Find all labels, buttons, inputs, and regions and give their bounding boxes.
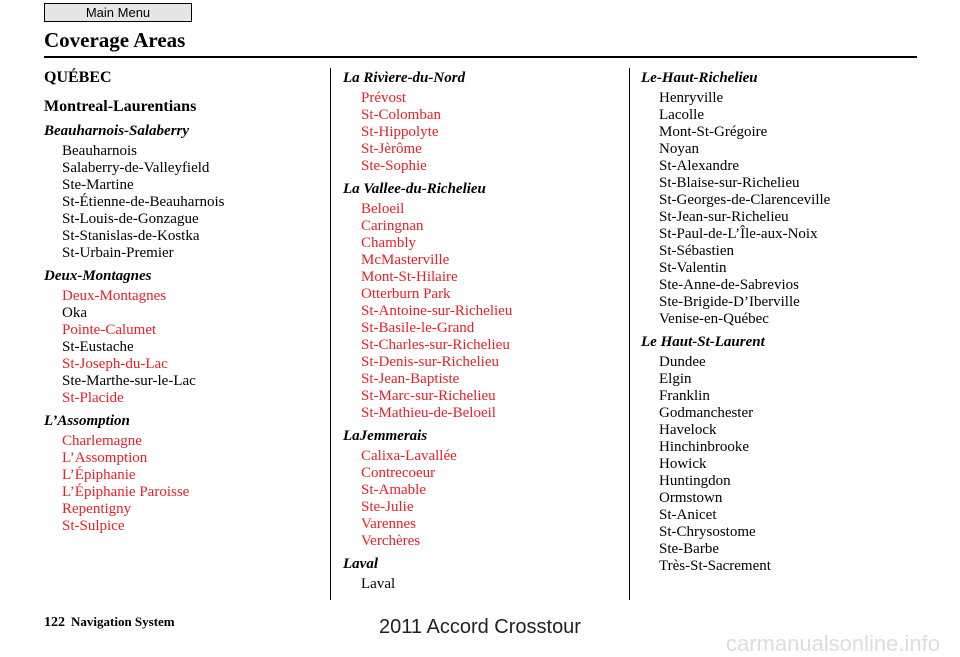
town-item: St-Eustache <box>62 339 134 355</box>
town-item: Oka <box>62 305 87 321</box>
subregion-heading: Le Haut-St-Laurent <box>641 334 765 350</box>
town-item: Dundee <box>659 354 706 370</box>
town-list <box>62 288 324 407</box>
town-item: Franklin <box>659 388 710 404</box>
town-list <box>361 90 623 175</box>
watermark-site: carmanualsonline.info <box>725 631 940 656</box>
subregion-heading: La Vallee-du-Richelieu <box>343 181 486 197</box>
town-item: St-Louis-de-Gonzague <box>62 211 199 227</box>
group-list <box>343 68 623 593</box>
town-item: Varennes <box>361 516 416 532</box>
town-item: St-Sulpice <box>62 518 125 534</box>
town-item: St-Jean-sur-Richelieu <box>659 209 789 225</box>
town-list <box>361 576 623 593</box>
town-item: St-Urbain-Premier <box>62 245 174 261</box>
town-list <box>659 90 921 328</box>
town-item: St-Stanislas-de-Kostka <box>62 228 200 244</box>
town-item: Mont-St-Hilaire <box>361 269 458 285</box>
town-item: Ste-Brigide-D’Iberville <box>659 294 800 310</box>
title-divider <box>44 56 917 58</box>
town-item: St-Étienne-de-Beauharnois <box>62 194 225 210</box>
town-item: Ste-Julie <box>361 499 414 515</box>
town-item: Repentigny <box>62 501 132 517</box>
town-item: Deux-Montagnes <box>62 288 167 304</box>
town-item: Calixa-Lavallée <box>361 448 457 464</box>
town-item: Elgin <box>659 371 692 387</box>
subregion-heading: L’Assomption <box>44 413 130 429</box>
page-title: Coverage Areas <box>44 28 186 52</box>
town-item: Godmanchester <box>659 405 754 421</box>
town-item: St-Chrysostome <box>659 524 756 540</box>
town-item: Havelock <box>659 422 717 438</box>
town-item: Verchères <box>361 533 421 549</box>
subregion-heading: Deux-Montagnes <box>44 268 152 284</box>
group-list <box>641 68 921 575</box>
subregion-heading: La Rivìere-du-Nord <box>343 70 466 86</box>
town-item: L’Épiphanie <box>62 467 136 483</box>
column-2 <box>343 68 623 595</box>
town-item: Ormstown <box>659 490 723 506</box>
town-item: Salaberry-de-Valleyfield <box>62 160 210 176</box>
group-list <box>44 121 324 535</box>
town-item: L’Épiphanie Paroisse <box>62 484 190 500</box>
town-item: St-Joseph-du-Lac <box>62 356 168 372</box>
town-item: Otterburn Park <box>361 286 451 302</box>
subregion-heading: Le-Haut-Richelieu <box>641 70 758 86</box>
town-item: St-Blaise-sur-Richelieu <box>659 175 800 191</box>
town-item: St-Antoine-sur-Richelieu <box>361 303 513 319</box>
subregion-heading: Beauharnois-Salaberry <box>44 123 190 139</box>
town-item: Howick <box>659 456 707 472</box>
town-item: Huntingdon <box>659 473 731 489</box>
town-item: McMasterville <box>361 252 450 268</box>
main-menu-button[interactable]: Main Menu <box>44 3 192 22</box>
column-3 <box>641 68 921 577</box>
town-item: Ste-Barbe <box>659 541 719 557</box>
column-1 <box>44 68 324 537</box>
town-item: St-Hippolyte <box>361 124 439 140</box>
town-item: St-Placide <box>62 390 124 406</box>
town-item: Beauharnois <box>62 143 137 159</box>
town-list <box>361 448 623 550</box>
town-item: Beloeil <box>361 201 405 217</box>
town-item: Très-St-Sacrement <box>659 558 771 574</box>
town-item: Noyan <box>659 141 699 157</box>
town-item: Charlemagne <box>62 433 142 449</box>
town-item: Mont-St-Grégoire <box>659 124 768 140</box>
town-item: St-Mathieu-de-Beloeil <box>361 405 496 421</box>
town-item: Chambly <box>361 235 416 251</box>
town-item: St-Georges-de-Clarenceville <box>659 192 831 208</box>
province-heading: QUÉBEC <box>44 69 112 86</box>
town-item: St-Colomban <box>361 107 442 123</box>
town-item: Ste-Sophie <box>361 158 427 174</box>
town-item: St-Basile-le-Grand <box>361 320 475 336</box>
town-item: Ste-Martine <box>62 177 134 193</box>
footer-section: Navigation System <box>71 614 175 629</box>
town-item: St-Jean-Baptiste <box>361 371 460 387</box>
town-item: Lacolle <box>659 107 704 123</box>
town-list <box>62 143 324 262</box>
town-item: L’Assomption <box>62 450 148 466</box>
town-item: Caringnan <box>361 218 424 234</box>
column-divider <box>330 68 331 600</box>
town-item: St-Amable <box>361 482 426 498</box>
town-list <box>659 354 921 575</box>
town-item: St-Sébastien <box>659 243 734 259</box>
town-item: Pointe-Calumet <box>62 322 157 338</box>
watermark-model: 2011 Accord Crosstour <box>379 616 581 638</box>
town-item: St-Valentin <box>659 260 727 276</box>
town-item: St-Jèrôme <box>361 141 422 157</box>
town-item: St-Charles-sur-Richelieu <box>361 337 510 353</box>
subregion-heading: LaJemmerais <box>343 428 428 444</box>
town-item: Henryville <box>659 90 724 106</box>
town-item: St-Alexandre <box>659 158 739 174</box>
town-list <box>62 433 324 535</box>
town-list <box>361 201 623 422</box>
town-item: Hinchinbrooke <box>659 439 749 455</box>
town-item: Ste-Marthe-sur-le-Lac <box>62 373 196 389</box>
region-heading: Montreal-Laurentians <box>44 98 197 115</box>
town-item: Venise-en-Québec <box>659 311 769 327</box>
page-number: 122 <box>44 615 65 630</box>
town-item: Prévost <box>361 90 406 106</box>
town-item: St-Denis-sur-Richelieu <box>361 354 500 370</box>
town-item: Ste-Anne-de-Sabrevios <box>659 277 799 293</box>
subregion-heading: Laval <box>343 556 378 572</box>
town-item: St-Anicet <box>659 507 717 523</box>
column-divider <box>629 68 630 600</box>
town-item: St-Paul-de-L’Île-aux-Noix <box>659 226 818 242</box>
town-item: Laval <box>361 576 396 592</box>
town-item: St-Marc-sur-Richelieu <box>361 388 496 404</box>
town-item: Contrecoeur <box>361 465 436 481</box>
